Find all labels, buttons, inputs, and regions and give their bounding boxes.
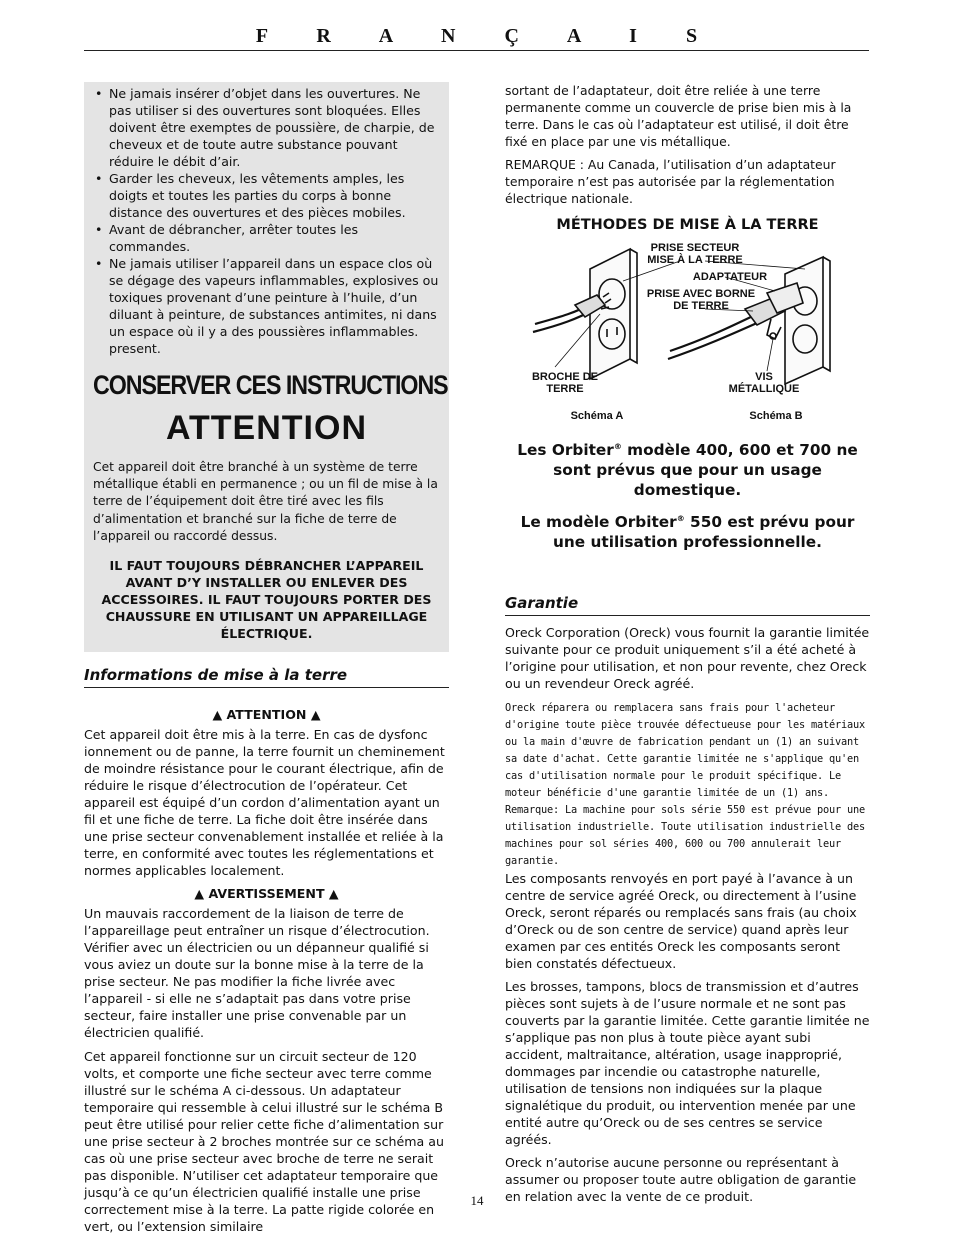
garantie-mono: Oreck réparera ou remplacera sans frais pour l'acheteur d'origine toute pièce trouvée défectueuse pour les matériaux ou la main d'œuvre de fabrication pendant un (1) an suivant sa date d'achat. Cette garantie limitée ne s'applique qu'en cas d'utilisation normale pour le produit spécifique. Le moteur bénéficie d'une garantie limitée de un (1) ans. Remarque: La machine pour sols série 550 est prévue pour une utilisation industrielle. Toute utilisation industrielle des machines pour sol séries 400, 600 ou 700 annulerait leur garantie.: [505, 702, 865, 868]
continued-text: sortant de l’adaptateur, doit être reliée à une terre permanente comme un couvercle de prise bien mis à la terre. Dans le cas où l’adaptateur est utilisé, il doit être fixé en place par une vis métallique.: [505, 83, 852, 149]
right-column: [505, 82, 870, 1205]
label-prise-borne: PRISE AVEC BORNE: [646, 288, 756, 300]
avertissement-label: ▲ AVERTISSEMENT ▲: [194, 886, 339, 902]
header-title: F R A N Ç A I S: [255, 25, 720, 47]
label-schema-a: Schéma A: [570, 410, 624, 422]
left-column: [84, 82, 449, 1235]
diagram-title: MÉTHODES DE MISE À LA TERRE: [556, 217, 819, 233]
attention-text: Cet appareil doit être mis à la terre. En cas de dysfonc ionnement ou de panne, la terre fournit un cheminement de moindre résistance pour le courant électrique, afin de réduire le risque d’électrocution de l’opérateur. Cet appareil est équipé d’un cordon d’alimentation ayant un fil et une fiche de terre. La fiche doit être insérée dans une prise secteur convenablement installée et reliée à la terre, en conformité avec toutes les réglementations et normes applicables localement.: [84, 727, 445, 879]
garantie-p1: Oreck Corporation (Oreck) vous fournit la garantie limitée suivante pour ce produit uniquement s’il a été acheté à l’origine pour utilisation, et non pour revente, chez Oreck ou un revendeur Oreck agréé.: [505, 625, 870, 692]
label-metallique: MÉTALLIQUE: [728, 383, 800, 395]
page-header: [84, 20, 869, 51]
label-prise-secteur: PRISE SECTEUR: [650, 242, 740, 254]
circuit-text: Cet appareil fonctionne sur un circuit secteur de 120 volts, et comporte une fiche secteur avec terre comme illustré sur le schéma A ci-dessous. Un adaptateur temporaire qui ressemble à celui illustré sur le schéma B peut être utilisé pour relier cette fiche d’alimentation sur une prise secteur à 2 broches montrée sur ce schéma au cas où une prise secteur avec broche de terre ne serait pas disponible. N’utiliser cet adaptateur temporaire que jusqu’à ce qu’un électricien qualifié installe une prise correctement mise à la terre. La patte rigide colorée en vert, ou l’extension similaire: [84, 1049, 444, 1235]
list-item: • Ne jamais utiliser l’appareil dans un espace clos où se dégage des vapeurs inflammables, explosives ou toxiques provenant d’une peinture à l’huile, d’un diluant à peinture, de substances antimites, ni dans un espace où il y a des poussières inflammables. present.: [95, 256, 439, 356]
label-terre: TERRE: [546, 383, 584, 395]
label-de-terre: DE TERRE: [673, 300, 729, 312]
garantie-p4: Oreck n’autorise aucune personne ou représentant à assumer ou proposer toute autre obligation de garantie en relation avec la vente de ce produit.: [505, 1155, 857, 1205]
page-number: 14: [470, 1193, 484, 1208]
orbiter-pro-note: Le modèle Orbiter® 550 est prévu pour une utilisation professionnelle.: [520, 513, 855, 552]
orbiter-domestic-note: Les Orbiter® modèle 400, 600 et 700 ne sont prévus que pour un usage domestique.: [517, 441, 858, 500]
remarque-text: REMARQUE : Au Canada, l’utilisation d’un adaptateur temporaire n’est pas autorisée par la réglementation électrique nationale.: [505, 157, 836, 206]
label-schema-b: Schéma B: [749, 410, 803, 422]
label-vis: VIS: [755, 371, 773, 383]
garantie-p3: Les brosses, tampons, blocs de transmission et d’autres pièces sont sujets à de l’usure normale et ne sont pas couverts par la garantie limitée. Cette garantie limitée ne s’applique pas non plus à toute pièce ayant subi accident, maltraitance, altération, usage inapproprié, dommages par incendie ou catastrophe naturelle, utilisation de tensions non indiquées sur la plaque signalétique du produit, ou intervention menée par une entité autre qu’Oreck ou de ses centres se service agréés.: [505, 979, 870, 1148]
garantie-p2: Les composants renvoyés en port payé à l’avance à un centre de service agréé Oreck, ou directement à l’usine Oreck, seront réparés ou remplacés sans frais (au choix d’Oreck ou de son centre de service) quand après leur examen par ces entités Oreck les composants seront bien constatés défectueux.: [505, 871, 857, 972]
box-caps-warning: IL FAUT TOUJOURS DÉBRANCHER L’APPAREIL AVANT D’Y INSTALLER OU ENLEVER DES ACCESSOIRES. IL FAUT TOUJOURS PORTER DES CHAUSSURE EN UTILISANT UN APPAREILLAGE ÉLECTRIQUE.: [101, 558, 432, 642]
attention-label: ▲ ATTENTION ▲: [212, 707, 321, 723]
label-broche: BROCHE DE: [531, 371, 599, 383]
safety-bullets: [93, 85, 440, 357]
list-item: • Avant de débrancher, arrêter toutes les commandes.: [95, 222, 359, 254]
conserver-heading: CONSERVER CES INSTRUCTIONS: [93, 370, 448, 400]
label-mise-terre: MISE À LA TERRE: [647, 254, 743, 266]
list-item: • Ne jamais insérer d’objet dans les ouvertures. Ne pas utiliser si des ouvertures sont bloquées. Elles doivent être exemptes de poussière, de charpie, de cheveux et de toute autre substance pouvant réduire le débit d’air.: [95, 86, 435, 169]
box-text: Cet appareil doit être branché à un système de terre métallique établi en permanence ; ou un fil de mise à la terre de l’équipement doit être tiré avec les fils d’alimentation et branché sur la fiche de terre de l’appareil ou raccordé dessus.: [93, 460, 438, 543]
warning-box: [84, 82, 449, 652]
section-title-grounding: Informations de mise à la terre: [84, 666, 449, 688]
label-adaptateur: ADAPTATEUR: [692, 271, 768, 283]
list-item: • Garder les cheveux, les vêtements amples, les doigts et toutes les parties du corps à bonne distance des ouvertures et des pièces mobiles.: [95, 171, 406, 220]
grounding-diagram: [505, 239, 870, 429]
avertissement-text: Un mauvais raccordement de la liaison de terre de l’appareillage peut entraîner un risque d’électrocution. Vérifier avec un électricien ou un dépanneur qualifié si vous aviez un doute sur la bonne mise à la terre de la prise secteur. Ne pas modifier la fiche livrée avec l’appareil - si elle ne s’adaptait pas dans votre prise secteur, faire installer une prise convenable par un électricien qualifié.: [84, 906, 430, 1041]
section-title-garantie: Garantie: [505, 594, 870, 616]
attention-heading: ATTENTION: [165, 409, 367, 447]
